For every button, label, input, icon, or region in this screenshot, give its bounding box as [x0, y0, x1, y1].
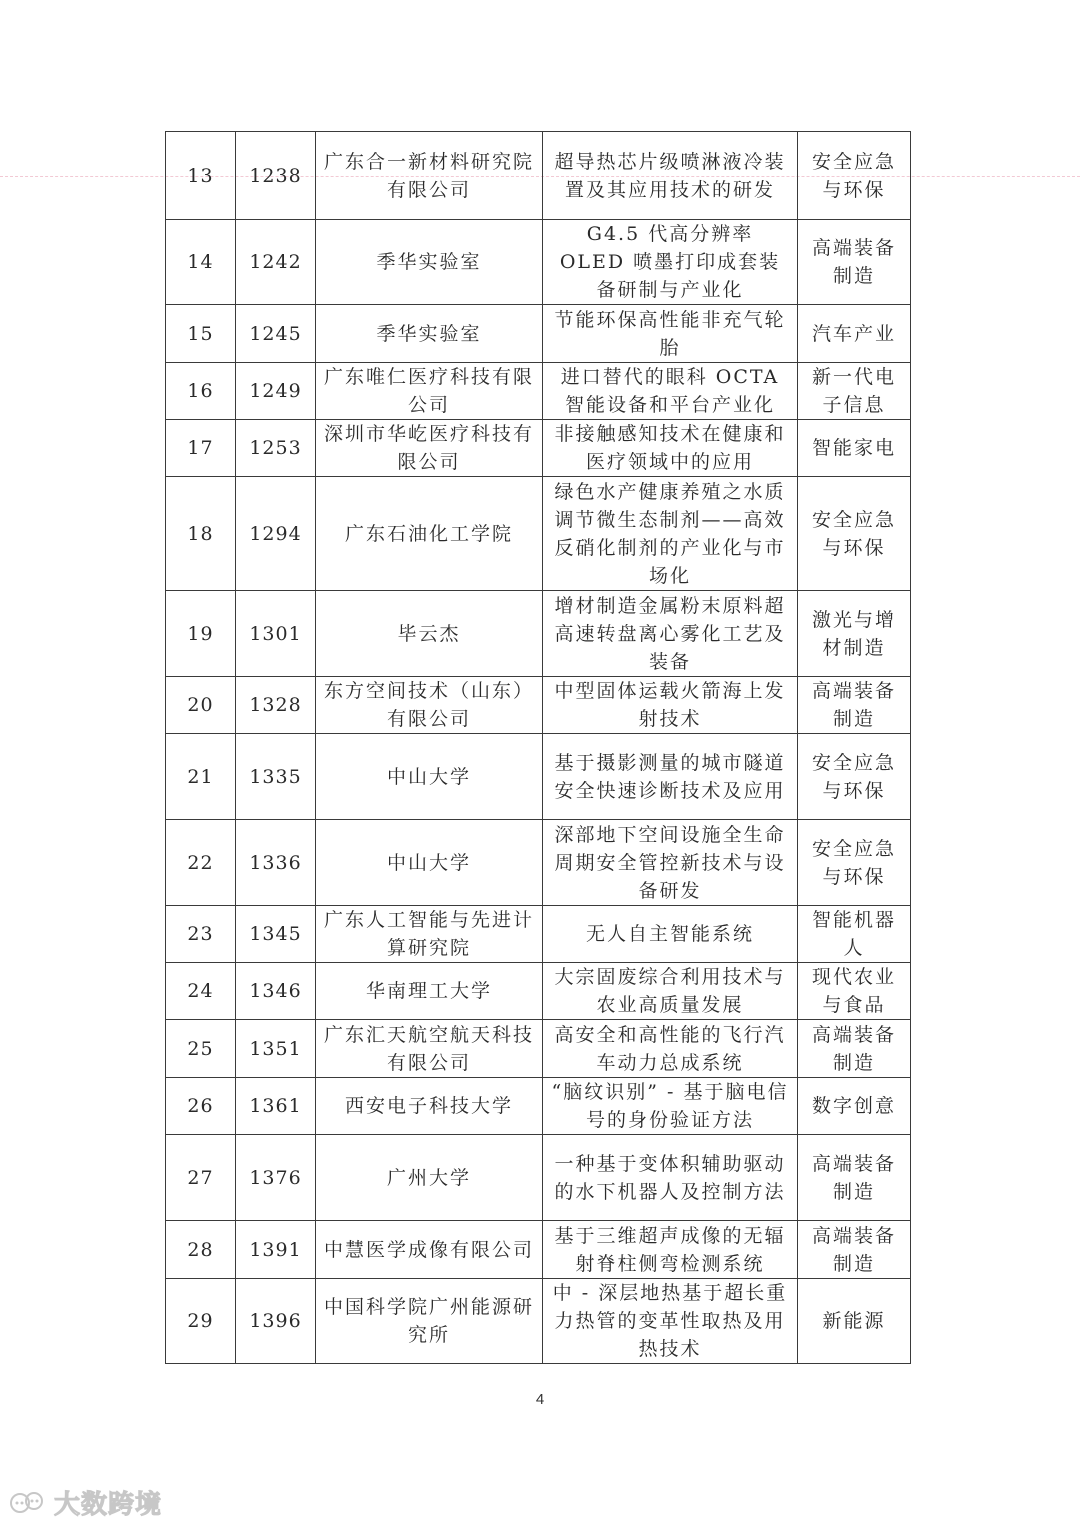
watermark-text: 大数跨境 — [54, 1490, 163, 1520]
project-title-cell: 无人自主智能系统 — [543, 906, 798, 963]
project-id-cell: 1335 — [236, 734, 316, 820]
project-title-cell: 进口替代的眼科 OCTA 智能设备和平台产业化 — [543, 363, 798, 420]
project-title-cell: 中型固体运载火箭海上发射技术 — [543, 677, 798, 734]
organization-name-cell: 中山大学 — [316, 820, 543, 906]
project-id-cell: 1249 — [236, 363, 316, 420]
project-id-cell: 1391 — [236, 1221, 316, 1279]
project-table-body — [166, 132, 911, 1364]
organization-name-cell: 中国科学院广州能源研究所 — [316, 1279, 543, 1364]
row-number-cell: 14 — [166, 220, 236, 305]
organization-name-cell: 季华实验室 — [316, 305, 543, 363]
project-title-cell: 增材制造金属粉末原料超高速转盘离心雾化工艺及装备 — [543, 591, 798, 677]
table-row — [166, 591, 911, 677]
industry-field-cell: 智能机器人 — [798, 906, 911, 963]
table-row — [166, 820, 911, 906]
row-number-cell: 15 — [166, 305, 236, 363]
chat-bubbles-logo-icon — [8, 1490, 48, 1516]
project-title-cell: 绿色水产健康养殖之水质调节微生态制剂——高效反硝化制剂的产业化与市场化 — [543, 477, 798, 591]
project-id-cell: 1345 — [236, 906, 316, 963]
organization-name-cell: 深圳市华屹医疗科技有限公司 — [316, 420, 543, 477]
row-number-cell: 27 — [166, 1135, 236, 1221]
industry-field-cell: 安全应急与环保 — [798, 820, 911, 906]
row-number-cell: 25 — [166, 1020, 236, 1078]
row-number-cell: 22 — [166, 820, 236, 906]
row-number-cell: 16 — [166, 363, 236, 420]
organization-name-cell: 西安电子科技大学 — [316, 1078, 543, 1135]
project-title-cell: 节能环保高性能非充气轮胎 — [543, 305, 798, 363]
table-row — [166, 677, 911, 734]
organization-name-cell: 广州大学 — [316, 1135, 543, 1221]
organization-name-cell: 中山大学 — [316, 734, 543, 820]
industry-field-cell: 高端装备制造 — [798, 1221, 911, 1279]
industry-field-cell: 高端装备制造 — [798, 220, 911, 305]
table-row — [166, 1020, 911, 1078]
row-number-cell: 23 — [166, 906, 236, 963]
industry-field-cell: 新一代电子信息 — [798, 363, 911, 420]
table-row — [166, 363, 911, 420]
organization-name-cell: 季华实验室 — [316, 220, 543, 305]
project-id-cell: 1253 — [236, 420, 316, 477]
project-id-cell: 1238 — [236, 132, 316, 220]
table-row — [166, 906, 911, 963]
project-id-cell: 1396 — [236, 1279, 316, 1364]
table-row — [166, 963, 911, 1020]
organization-name-cell: 广东石油化工学院 — [316, 477, 543, 591]
project-title-cell: 基于三维超声成像的无辐射脊柱侧弯检测系统 — [543, 1221, 798, 1279]
table-row — [166, 477, 911, 591]
project-title-cell: 基于摄影测量的城市隧道安全快速诊断技术及应用 — [543, 734, 798, 820]
industry-field-cell: 安全应急与环保 — [798, 132, 911, 220]
organization-name-cell: 广东唯仁医疗科技有限公司 — [316, 363, 543, 420]
project-title-cell: 大宗固废综合利用技术与农业高质量发展 — [543, 963, 798, 1020]
industry-field-cell: 数字创意 — [798, 1078, 911, 1135]
industry-field-cell: 高端装备制造 — [798, 1135, 911, 1221]
organization-name-cell: 广东汇天航空航天科技有限公司 — [316, 1020, 543, 1078]
organization-name-cell: 广东合一新材料研究院有限公司 — [316, 132, 543, 220]
table-row — [166, 1279, 911, 1364]
organization-name-cell: 东方空间技术（山东）有限公司 — [316, 677, 543, 734]
organization-name-cell: 华南理工大学 — [316, 963, 543, 1020]
watermark — [8, 1484, 162, 1521]
industry-field-cell: 高端装备制造 — [798, 677, 911, 734]
row-number-cell: 19 — [166, 591, 236, 677]
project-title-cell: 非接触感知技术在健康和医疗领域中的应用 — [543, 420, 798, 477]
project-id-cell: 1245 — [236, 305, 316, 363]
industry-field-cell: 汽车产业 — [798, 305, 911, 363]
row-number-cell: 17 — [166, 420, 236, 477]
table-row — [166, 305, 911, 363]
organization-name-cell: 毕云杰 — [316, 591, 543, 677]
table-row — [166, 1078, 911, 1135]
table-row — [166, 420, 911, 477]
project-title-cell: “脑纹识别” - 基于脑电信号的身份验证方法 — [543, 1078, 798, 1135]
project-id-cell: 1376 — [236, 1135, 316, 1221]
industry-field-cell: 高端装备制造 — [798, 1020, 911, 1078]
table-row — [166, 734, 911, 820]
project-id-cell: 1301 — [236, 591, 316, 677]
project-id-cell: 1346 — [236, 963, 316, 1020]
project-id-cell: 1328 — [236, 677, 316, 734]
page-number: 4 — [535, 1391, 545, 1408]
table-row — [166, 132, 911, 220]
industry-field-cell: 激光与增材制造 — [798, 591, 911, 677]
project-title-cell: 高安全和高性能的飞行汽车动力总成系统 — [543, 1020, 798, 1078]
project-id-cell: 1336 — [236, 820, 316, 906]
project-id-cell: 1351 — [236, 1020, 316, 1078]
row-number-cell: 29 — [166, 1279, 236, 1364]
row-number-cell: 20 — [166, 677, 236, 734]
project-id-cell: 1294 — [236, 477, 316, 591]
row-number-cell: 28 — [166, 1221, 236, 1279]
table-row — [166, 1135, 911, 1221]
table-row — [166, 1221, 911, 1279]
project-title-cell: 中 - 深层地热基于超长重力热管的变革性取热及用热技术 — [543, 1279, 798, 1364]
row-number-cell: 13 — [166, 132, 236, 220]
row-number-cell: 24 — [166, 963, 236, 1020]
row-number-cell: 18 — [166, 477, 236, 591]
project-title-cell: 深部地下空间设施全生命周期安全管控新技术与设备研发 — [543, 820, 798, 906]
organization-name-cell: 广东人工智能与先进计算研究院 — [316, 906, 543, 963]
project-id-cell: 1242 — [236, 220, 316, 305]
project-id-cell: 1361 — [236, 1078, 316, 1135]
industry-field-cell: 安全应急与环保 — [798, 477, 911, 591]
industry-field-cell: 现代农业与食品 — [798, 963, 911, 1020]
table-row — [166, 220, 911, 305]
project-title-cell: 超导热芯片级喷淋液冷装置及其应用技术的研发 — [543, 132, 798, 220]
industry-field-cell: 新能源 — [798, 1279, 911, 1364]
row-number-cell: 21 — [166, 734, 236, 820]
project-title-cell: 一种基于变体积辅助驱动的水下机器人及控制方法 — [543, 1135, 798, 1221]
organization-name-cell: 中慧医学成像有限公司 — [316, 1221, 543, 1279]
project-title-cell: G4.5 代高分辨率 OLED 喷墨打印成套装备研制与产业化 — [543, 220, 798, 305]
row-number-cell: 26 — [166, 1078, 236, 1135]
industry-field-cell: 智能家电 — [798, 420, 911, 477]
industry-field-cell: 安全应急与环保 — [798, 734, 911, 820]
project-table — [165, 131, 911, 1364]
